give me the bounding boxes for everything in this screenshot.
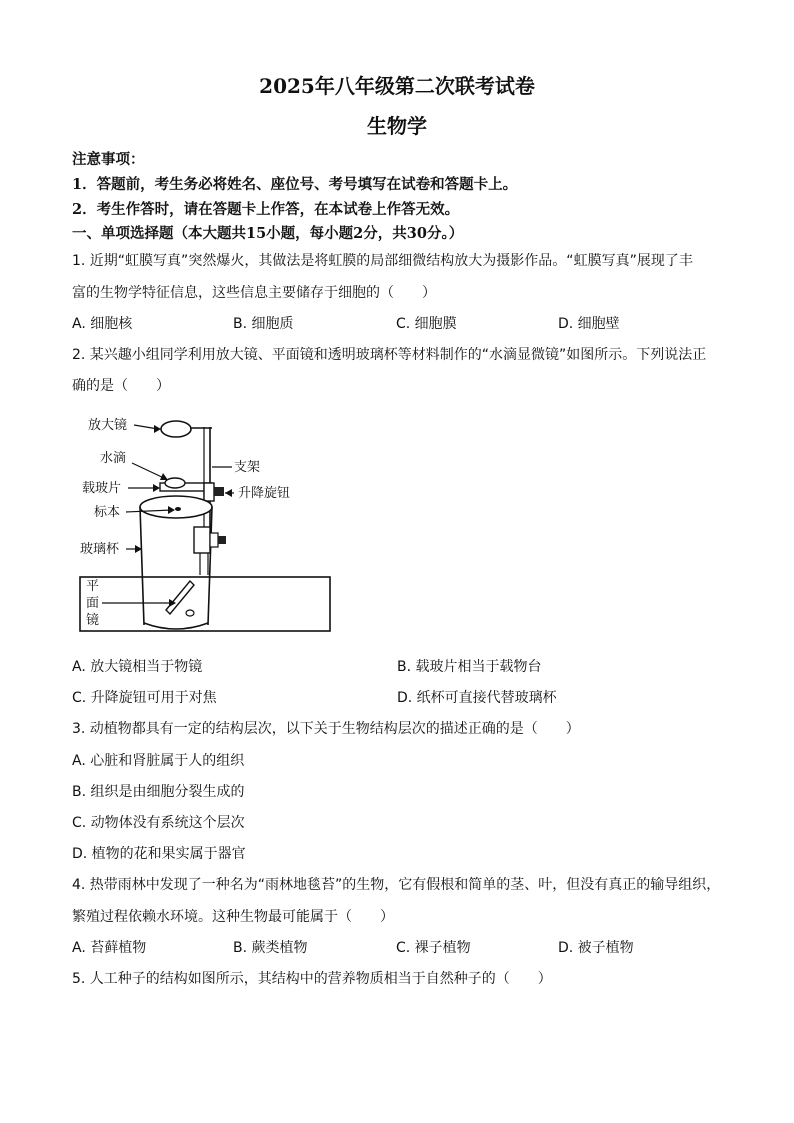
option-a: A. 细胞核	[72, 316, 133, 332]
option-d: D. 被子植物	[558, 940, 634, 956]
label-glass-cup: 玻璃杯	[80, 542, 120, 557]
label-specimen: 标本	[94, 505, 121, 520]
label-magnifier: 放大镜	[88, 418, 128, 433]
figure-mirror	[166, 581, 194, 614]
figure-water-drop	[165, 478, 185, 488]
notice-item-1: 1．答题前，考生务必将姓名、座位号、考号填写在试卷和答题卡上。	[72, 176, 518, 193]
question-5-stem: 5. 人工种子的结构如图所示，其结构中的营养物质相当于自然种子的（ ）	[72, 971, 552, 987]
label-slide: 载玻片	[82, 481, 122, 496]
option-a: A. 苔藓植物	[72, 940, 147, 956]
water-drop-microscope-figure	[72, 405, 332, 637]
question-4-stem-line1: 4. 热带雨林中发现了一种名为“雨林地毯苔”的生物，它有假根和简单的茎、叶，但没有真正的输导组织，	[72, 877, 721, 893]
question-3-option-d: D. 植物的花和果实属于器官	[72, 846, 246, 862]
label-knob: 升降旋钮	[238, 486, 291, 501]
subject-title: 生物学	[367, 114, 427, 138]
question-2-stem-line2: 确的是（ ）	[72, 378, 170, 394]
question-3-option-b: B. 组织是由细胞分裂生成的	[72, 784, 245, 800]
section-title: 一、单项选择题（本大题共15小题，每小题2分，共30分。）	[72, 225, 464, 242]
figure-knob	[214, 487, 224, 496]
exam-title: 2025年八年级第二次联考试卷	[259, 74, 535, 98]
question-3-option-c: C. 动物体没有系统这个层次	[72, 815, 245, 831]
question-3-stem: 3. 动植物都具有一定的结构层次，以下关于生物结构层次的描述正确的是（ ）	[72, 721, 580, 737]
figure-base	[80, 577, 330, 631]
option-d: D. 细胞壁	[558, 316, 620, 332]
option-c: C. 裸子植物	[396, 940, 471, 956]
label-mirror-2: 面	[86, 596, 100, 611]
figure-specimen	[175, 507, 181, 511]
question-2-option-b: B. 载玻片相当于载物台	[397, 659, 542, 675]
question-2-stem-line1: 2. 某兴趣小组同学利用放大镜、平面镜和透明玻璃杯等材料制作的“水滴显微镜”如图所示。下列说法正	[72, 347, 707, 363]
option-b: B. 蕨类植物	[233, 940, 308, 956]
option-c: C. 细胞膜	[396, 316, 457, 332]
option-b: B. 细胞质	[233, 316, 294, 332]
question-2-option-c: C. 升降旋钮可用于对焦	[72, 690, 217, 706]
question-4-stem-line2: 繁殖过程依赖水环境。这种生物最可能属于（ ）	[72, 909, 394, 925]
label-mirror-3: 镜	[86, 613, 100, 628]
question-2-option-a: A. 放大镜相当于物镜	[72, 659, 203, 675]
label-stand: 支架	[234, 460, 261, 475]
label-water-drop: 水滴	[100, 451, 127, 466]
notice-heading: 注意事项：	[72, 151, 145, 168]
question-2-option-d: D. 纸杯可直接代替玻璃杯	[397, 690, 557, 706]
question-1-stem-line2: 富的生物学特征信息，这些信息主要储存于细胞的（ ）	[72, 285, 436, 301]
figure-magnifier	[161, 421, 191, 437]
question-3-option-a: A. 心脏和肾脏属于人的组织	[72, 753, 245, 769]
figure-glass-cup-top	[140, 496, 212, 518]
notice-item-2: 2．考生作答时，请在答题卡上作答，在本试卷上作答无效。	[72, 201, 460, 218]
question-1-stem-line1: 1. 近期“虹膜写真”突然爆火，其做法是将虹膜的局部细微结构放大为摄影作品。“虹膜写真”展现了丰	[72, 253, 693, 269]
label-mirror-1: 平	[86, 579, 100, 594]
